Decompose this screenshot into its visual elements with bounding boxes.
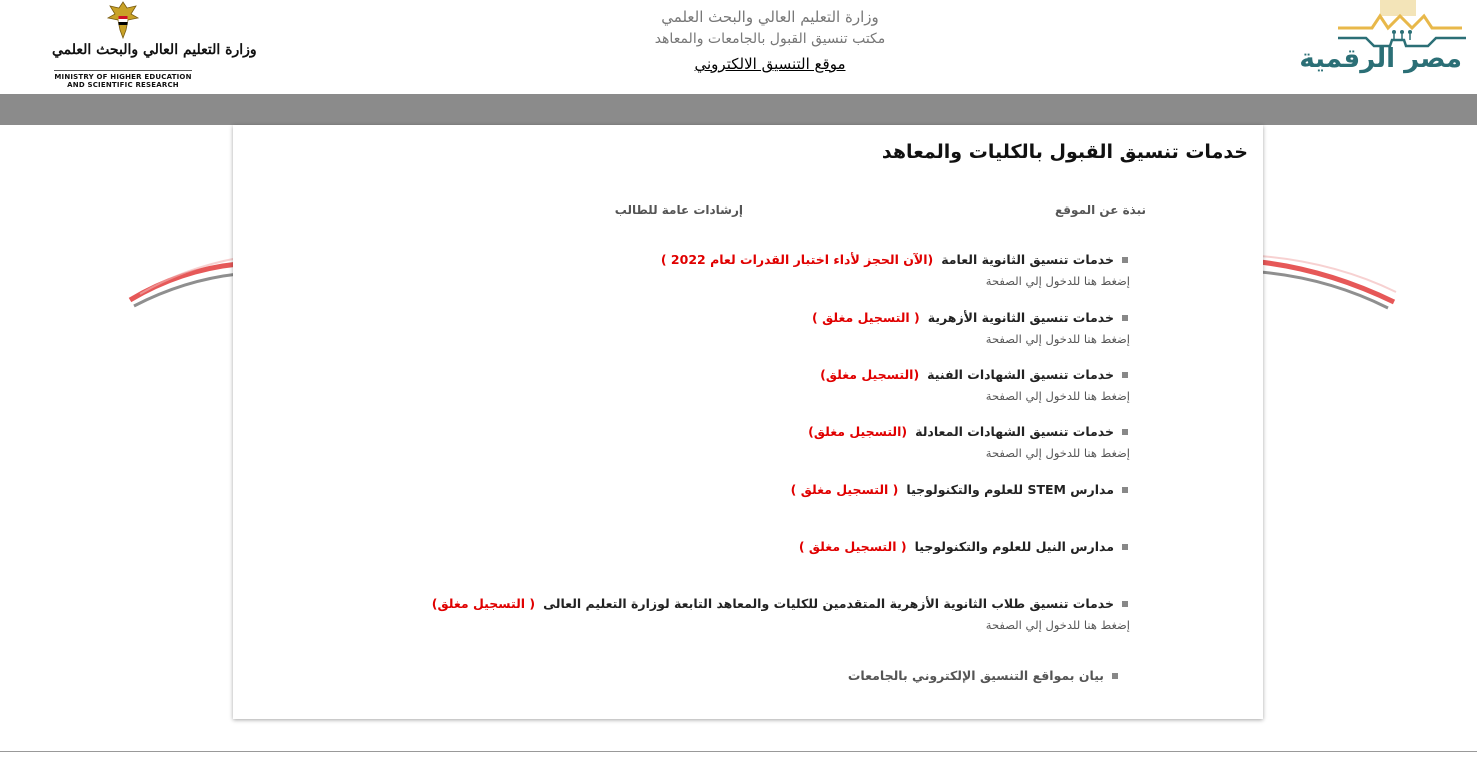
bullet-icon [1122,372,1128,378]
student-guidance-link[interactable]: إرشادات عامة للطالب [614,203,743,217]
service-item-technical [820,364,1128,403]
site-home-link[interactable]: موقع التنسيق الالكتروني [694,55,846,73]
bullet-icon [1122,601,1128,607]
header-ministry-title: وزارة التعليم العالي والبحث العلمي [661,8,879,26]
bullet-icon [1122,429,1128,435]
enter-page-link-technical[interactable]: إضغط هنا للدخول إلي الصفحة [985,389,1130,403]
service-link-equivalent[interactable]: خدمات تنسيق الشهادات المعادلة [915,424,1114,439]
digital-egypt-logo-text: مصر الرقمية [1299,44,1462,74]
service-status-azhar-higher-ed: ( التسجيل مغلق) [431,596,536,611]
service-status-azhar: ( التسجيل مغلق ) [812,310,920,325]
about-site-link[interactable]: نبذة عن الموقع [1054,203,1146,217]
logo-divider [54,70,192,71]
bullet-icon [1122,487,1128,493]
service-item-equivalent [808,421,1128,460]
digital-egypt-logo-icon [1332,0,1468,50]
bullet-icon [1112,673,1118,679]
page-title: خدمات تنسيق القبول بالكليات والمعاهد [881,141,1248,163]
service-status-equivalent: (التسجيل مغلق) [808,424,908,439]
service-item-nile [799,536,1128,555]
service-link-thanaweya[interactable]: خدمات تنسيق الثانوية العامة [941,252,1114,267]
service-link-azhar[interactable]: خدمات تنسيق الثانوية الأزهرية [927,310,1114,325]
header-center [560,6,980,74]
service-link-azhar-higher-ed[interactable]: خدمات تنسيق طلاب الثانوية الأزهرية المتقدمين للكليات والمعاهد التابعة لوزارة التعليم العالى [543,596,1114,611]
service-item-azhar-higher-ed [432,593,1128,632]
service-link-technical[interactable]: خدمات تنسيق الشهادات الفنية [927,367,1114,382]
left-flag-swoosh-icon [120,230,240,310]
service-link-stem[interactable]: مدارس STEM للعلوم والتكنولوجيا [906,482,1114,497]
service-status-thanaweya: (الآن الحجز لأداء اختبار القدرات لعام 2022 ) [660,252,934,267]
right-flag-swoosh-icon [1258,230,1398,310]
bullet-icon [1122,257,1128,263]
enter-page-link-azhar[interactable]: إضغط هنا للدخول إلي الصفحة [985,332,1130,346]
ministry-arabic-name: وزارة التعليم العالي والبحث العلمي [52,42,257,58]
service-status-stem: ( التسجيل مغلق ) [790,482,899,497]
ministry-english-line2: AND SCIENTIFIC RESEARCH [67,81,179,89]
footer-divider [0,751,1477,752]
digital-egypt-logo [1299,0,1468,90]
ministry-logo [50,0,257,92]
enter-page-link-equivalent[interactable]: إضغط هنا للدخول إلي الصفحة [985,446,1130,460]
enter-page-link-thanaweya[interactable]: إضغط هنا للدخول إلي الصفحة [985,274,1130,288]
service-item-stem [791,479,1128,498]
service-item-azhar [812,307,1128,346]
service-status-nile: ( التسجيل مغلق ) [798,539,907,554]
service-item-thanaweya [661,249,1128,288]
nav-bar [0,94,1477,125]
egypt-eagle-emblem-icon [106,0,140,40]
services-card [233,125,1263,719]
ministry-english-line1: MINISTRY OF HIGHER EDUCATION [54,73,192,81]
university-sites-link[interactable]: بيان بمواقع التنسيق الإلكتروني بالجامعات [847,668,1104,683]
service-link-nile[interactable]: مدارس النيل للعلوم والتكنولوجيا [914,539,1114,554]
service-item-university-sites [848,665,1118,684]
page-header [0,0,1477,94]
header-office-title: مكتب تنسيق القبول بالجامعات والمعاهد [654,31,886,47]
bullet-icon [1122,544,1128,550]
bullet-icon [1122,315,1128,321]
enter-page-link-azhar-higher-ed[interactable]: إضغط هنا للدخول إلي الصفحة [985,618,1130,632]
service-status-technical: (التسجيل مغلق) [820,367,920,382]
